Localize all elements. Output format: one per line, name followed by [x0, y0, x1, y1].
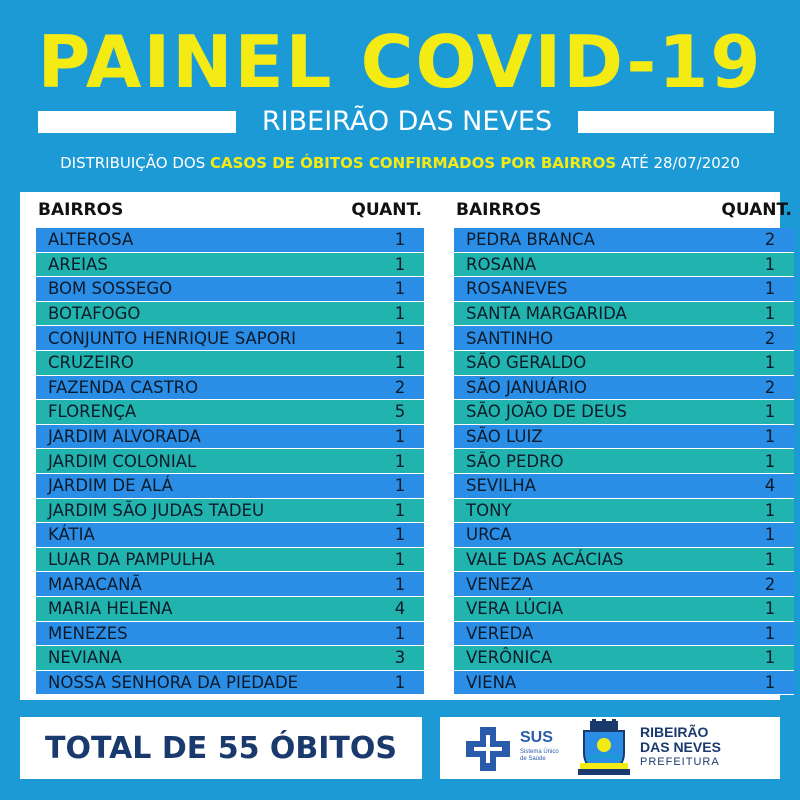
neighborhood-name: VEREDA — [466, 623, 534, 643]
distribution-caption — [0, 152, 800, 174]
table-row — [454, 449, 794, 474]
death-count: 1 — [764, 451, 776, 471]
death-count: 1 — [394, 500, 406, 520]
death-count: 2 — [764, 377, 776, 397]
neighborhood-name: SÃO PEDRO — [466, 451, 564, 471]
table-row — [36, 351, 424, 376]
left-column-header — [36, 192, 424, 228]
death-count: 1 — [764, 550, 776, 570]
neighborhood-name: ROSANEVES — [466, 279, 568, 299]
table-panel — [20, 192, 792, 700]
table-row — [36, 400, 424, 425]
subtitle-bar-left — [38, 111, 236, 133]
death-count: 1 — [394, 476, 406, 496]
sus-label: SUS — [520, 729, 553, 746]
neighborhood-name: AREIAS — [48, 254, 108, 274]
sus-logo — [464, 725, 559, 773]
header — [0, 0, 800, 192]
neighborhood-name: ROSANA — [466, 254, 537, 274]
death-count: 1 — [394, 353, 406, 373]
table-row — [36, 449, 424, 474]
table-row — [454, 228, 794, 253]
table-row — [454, 523, 794, 548]
table-row — [454, 253, 794, 278]
neighborhood-name: CONJUNTO HENRIQUE SAPORI — [48, 328, 297, 348]
table-row — [36, 548, 424, 573]
neighborhood-name: SANTA MARGARIDA — [466, 304, 627, 324]
death-count: 1 — [394, 328, 406, 348]
neighborhood-name: LUAR DA PAMPULHA — [48, 550, 215, 570]
death-count: 1 — [394, 623, 406, 643]
death-count: 2 — [394, 377, 406, 397]
right-rows — [454, 228, 794, 695]
neighborhood-name: JARDIM ALVORADA — [48, 427, 201, 447]
neighborhood-name: BOTAFOGO — [48, 304, 141, 324]
death-count: 4 — [764, 476, 776, 496]
table-row — [454, 646, 794, 671]
death-count: 1 — [764, 427, 776, 447]
table-row — [454, 622, 794, 647]
table-row — [454, 671, 794, 696]
qty-header: QUANT. — [721, 200, 792, 220]
death-count: 2 — [764, 574, 776, 594]
death-count: 1 — [394, 230, 406, 250]
table-row — [36, 302, 424, 327]
prefeitura-logo — [640, 725, 721, 770]
table-row — [454, 302, 794, 327]
name-header: BAIRROS — [456, 200, 542, 220]
right-column-header — [454, 192, 794, 228]
neighborhood-name: SÃO LUIZ — [466, 427, 543, 447]
death-count: 1 — [394, 427, 406, 447]
logos-box — [440, 717, 780, 779]
neighborhood-name: KÁTIA — [48, 525, 95, 545]
total-deaths: TOTAL DE 55 ÓBITOS — [44, 730, 398, 766]
neighborhood-name: CRUZEIRO — [48, 353, 134, 373]
table-row — [36, 622, 424, 647]
death-count: 4 — [394, 599, 406, 619]
neighborhood-name: PEDRA BRANCA — [466, 230, 595, 250]
table-row — [454, 326, 794, 351]
table-row — [454, 425, 794, 450]
neighborhood-name: SÃO JANUÁRIO — [466, 377, 587, 397]
death-count: 1 — [764, 599, 776, 619]
death-count: 1 — [394, 254, 406, 274]
neighborhood-name: FAZENDA CASTRO — [48, 377, 199, 397]
neighborhood-name: MARACANÃ — [48, 574, 142, 594]
footer — [0, 700, 800, 800]
neighborhood-name: FLORENÇA — [48, 402, 137, 422]
death-count: 2 — [764, 230, 776, 250]
table-row — [36, 499, 424, 524]
death-count: 1 — [394, 279, 406, 299]
table-row — [36, 253, 424, 278]
death-count: 1 — [394, 550, 406, 570]
death-count: 1 — [764, 648, 776, 668]
death-count: 1 — [764, 254, 776, 274]
death-count: 1 — [394, 304, 406, 324]
sus-cross-icon — [464, 725, 512, 773]
neighborhood-name: VIENA — [466, 672, 517, 692]
table-row — [454, 376, 794, 401]
neighborhood-name: SÃO JOÃO DE DEUS — [466, 402, 627, 422]
neighborhood-name: SANTINHO — [466, 328, 554, 348]
table-row — [454, 499, 794, 524]
left-rows — [36, 228, 424, 695]
neighborhood-name: MENEZES — [48, 623, 128, 643]
neighborhood-name: ALTEROSA — [48, 230, 134, 250]
page-title: PAINEL COVID-19 — [37, 20, 763, 104]
neighborhood-name: SEVILHA — [466, 476, 536, 496]
table-row — [36, 572, 424, 597]
table-row — [36, 425, 424, 450]
table-row — [454, 474, 794, 499]
sus-small-text: Sistema Único de Saúde — [520, 749, 559, 762]
table-row — [36, 326, 424, 351]
left-column — [36, 192, 424, 695]
death-count: 1 — [764, 672, 776, 692]
qty-header: QUANT. — [351, 200, 422, 220]
death-count: 1 — [764, 353, 776, 373]
pref-line-3: PREFEITURA — [640, 756, 720, 768]
table-row — [454, 277, 794, 302]
table-row — [36, 671, 424, 696]
neighborhood-name: BOM SOSSEGO — [48, 279, 173, 299]
table-row — [36, 277, 424, 302]
death-count: 1 — [764, 525, 776, 545]
death-count: 1 — [764, 304, 776, 324]
death-count: 3 — [394, 648, 406, 668]
death-count: 1 — [764, 500, 776, 520]
death-count: 2 — [764, 328, 776, 348]
neighborhood-name: JARDIM DE ALÁ — [48, 476, 173, 496]
city-crest-icon — [576, 719, 632, 777]
table-row — [454, 351, 794, 376]
neighborhood-name: JARDIM SÃO JUDAS TADEU — [48, 500, 265, 520]
death-count: 1 — [394, 672, 406, 692]
right-column — [454, 192, 794, 695]
neighborhood-name: VERÔNICA — [466, 648, 553, 668]
death-count: 5 — [394, 402, 406, 422]
death-count: 1 — [394, 574, 406, 594]
pref-line-2: DAS NEVES — [640, 739, 721, 755]
death-count: 1 — [764, 402, 776, 422]
table-row — [36, 646, 424, 671]
neighborhood-name: NOSSA SENHORA DA PIEDADE — [48, 672, 299, 692]
neighborhood-name: MARIA HELENA — [48, 599, 173, 619]
death-count: 1 — [764, 623, 776, 643]
caption-highlight: CASOS DE ÓBITOS CONFIRMADOS POR BAIRROS — [210, 154, 617, 172]
table-row — [36, 228, 424, 253]
neighborhood-name: TONY — [466, 500, 512, 520]
neighborhood-name: VENEZA — [466, 574, 534, 594]
table-row — [454, 400, 794, 425]
table-row — [36, 523, 424, 548]
death-count: 1 — [394, 525, 406, 545]
table-row — [454, 597, 794, 622]
neighborhood-name: VALE DAS ACÁCIAS — [466, 550, 624, 570]
neighborhood-name: JARDIM COLONIAL — [48, 451, 197, 471]
total-box — [20, 717, 422, 779]
neighborhood-name: NEVIANA — [48, 648, 122, 668]
table-row — [36, 474, 424, 499]
neighborhood-name: VERA LÚCIA — [466, 599, 564, 619]
caption-date: ATÉ 28/07/2020 — [620, 154, 740, 172]
name-header: BAIRROS — [38, 200, 124, 220]
page-subtitle: RIBEIRÃO DAS NEVES — [261, 106, 553, 137]
subtitle-bar-right — [578, 111, 774, 133]
caption-prefix: DISTRIBUIÇÃO DOS — [60, 154, 206, 172]
neighborhood-name: SÃO GERALDO — [466, 353, 587, 373]
death-count: 1 — [764, 279, 776, 299]
table-row — [454, 548, 794, 573]
neighborhood-name: URCA — [466, 525, 512, 545]
table-row — [36, 597, 424, 622]
table-row — [454, 572, 794, 597]
death-count: 1 — [394, 451, 406, 471]
pref-line-1: RIBEIRÃO — [640, 724, 709, 740]
table-row — [36, 376, 424, 401]
